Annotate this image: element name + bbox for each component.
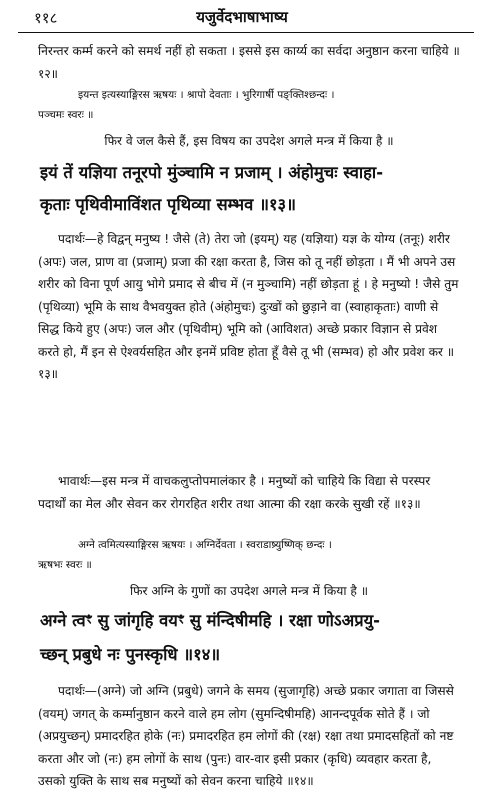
mantra-text: अग्ने त्वꣳ सु जांगृहि वयꣳ सु मंन्दिषीमहि । रक्षा णोऽअप्रयु- [40,611,381,630]
mantra-text: इयं तें यज्ञिया तनूरपो मुंञ्चामि न प्रजाम् । अंहोमुचः स्वाहा- [40,163,384,182]
mantra-meta-line: ऋषभः स्वरः ॥ [38,559,92,571]
header-rule [18,32,474,33]
mantra-meta-line: पञ्चमः स्वरः ॥ [38,109,94,121]
bhavartha-paragraph: भावार्थः—इस मन्त्र में वाचकलुप्तोपमालंकार है । मनुष्यों को चाहिये कि विद्या से परस्पर पदार्थों का मेल और सेवन कर रोगरहित शरीर तथा आत्मा की रक्षा करके सुखी रहें ॥१३॥ [38,474,431,511]
page-number: ११८ [34,9,58,27]
padartha-paragraph: पदार्थः—(अग्ने) जो अग्नि (प्रबुधे) जगने के समय (सुजागृहि) अच्छे प्रकार जगाता वा जिससे (वयम्) जगत् के कर्म्मानुष्ठान करने वाले हम लोग (सुमन्दिषीमहि) आनन्दपूर्वक सोते हैं । जो (अप्रयुच्छन्) प्रमादरहित होके (नः) प्रमादरहित हम लोगों की (रक्ष) रक्षा तथा प्रमादसहितों को नष्ट करता और जो (नः) हम लोगों के साथ (पुनः) वार-वार इसी प्रकार (कृधि) व्यवहार करता है, उसको युक्ति के साथ सब मनुष्यों को सेवन करना चाहिये ॥१४॥ [38,684,454,788]
mantra-text: कृताः पृथिवीमाविंशत पृथिव्या सम्भव ॥१३॥ [40,195,296,214]
mantra-meta-line: अग्ने त्वमित्यस्याङ्गिरस ऋषयः । अग्निर्देवता । स्वराडाष्र्युष्णिक् छन्दः । [78,539,332,551]
padartha-paragraph: पदार्थः—हे विद्वन् मनुष्य ! जैसे (ते) तेरा जो (इयम्) यह (यज्ञिया) यज्ञ के योग्य (तनूः) शरीर (अपः) जल, प्राण वा (प्रजाम्) प्रजा की रक्षा करता है, जिस को तू नहीं छोड़ता । मैं भी अपने उस शरीर को विना पूर्ण आयु भोगे प्रमाद से बीच में (न मुञ्चामि) नहीं छोड़ता हूं । हे मनुष्यो ! जैसे तुम (पृथिव्या) भूमि के साथ वैभवयुक्त होते (अंहोमुचः) दुःखों को छुड़ाने वा (स्वाहाकृताः) वाणी से सिद्ध किये हुए (अपः) जल और (पृथिवीम्) भूमि को (आविशत) अच्छे प्रकार विज्ञान से प्रवेश करते हो, मैं इन से ऐश्वर्यसहित और इनमें प्रविष्ट होता हूँ वैसे तू भी (सम्भव) हो और प्रवेश कर ॥१३॥ [38,232,459,381]
running-title: यजुर्वेदभाषाभाष्य [196,8,288,26]
section-intro: फिर अग्नि के गुणों का उपदेश अगले मन्त्र में किया है ॥ [129,584,369,598]
mantra-text: च्छन् प्रबुधे नः पुनस्कृधि ॥१४॥ [40,645,221,664]
page-header [0,0,484,34]
section-intro: फिर वे जल कैसे हैं, इस विषय का उपदेश अगले मन्त्र में किया है ॥ [104,134,394,148]
mantra-meta-line: इयन्त इत्यस्याङ्गिरस ऋषयः । श्रापो देवताः । भुरिगार्षी पङ्क्तिश्छन्दः । [78,89,335,101]
paragraph-continuation: निरन्तर कर्म्म करने को समर्थ नहीं हो सकता । इससे इस कार्य्य का सर्वदा अनुष्ठान करना चाहिये ॥१२॥ [38,44,460,81]
